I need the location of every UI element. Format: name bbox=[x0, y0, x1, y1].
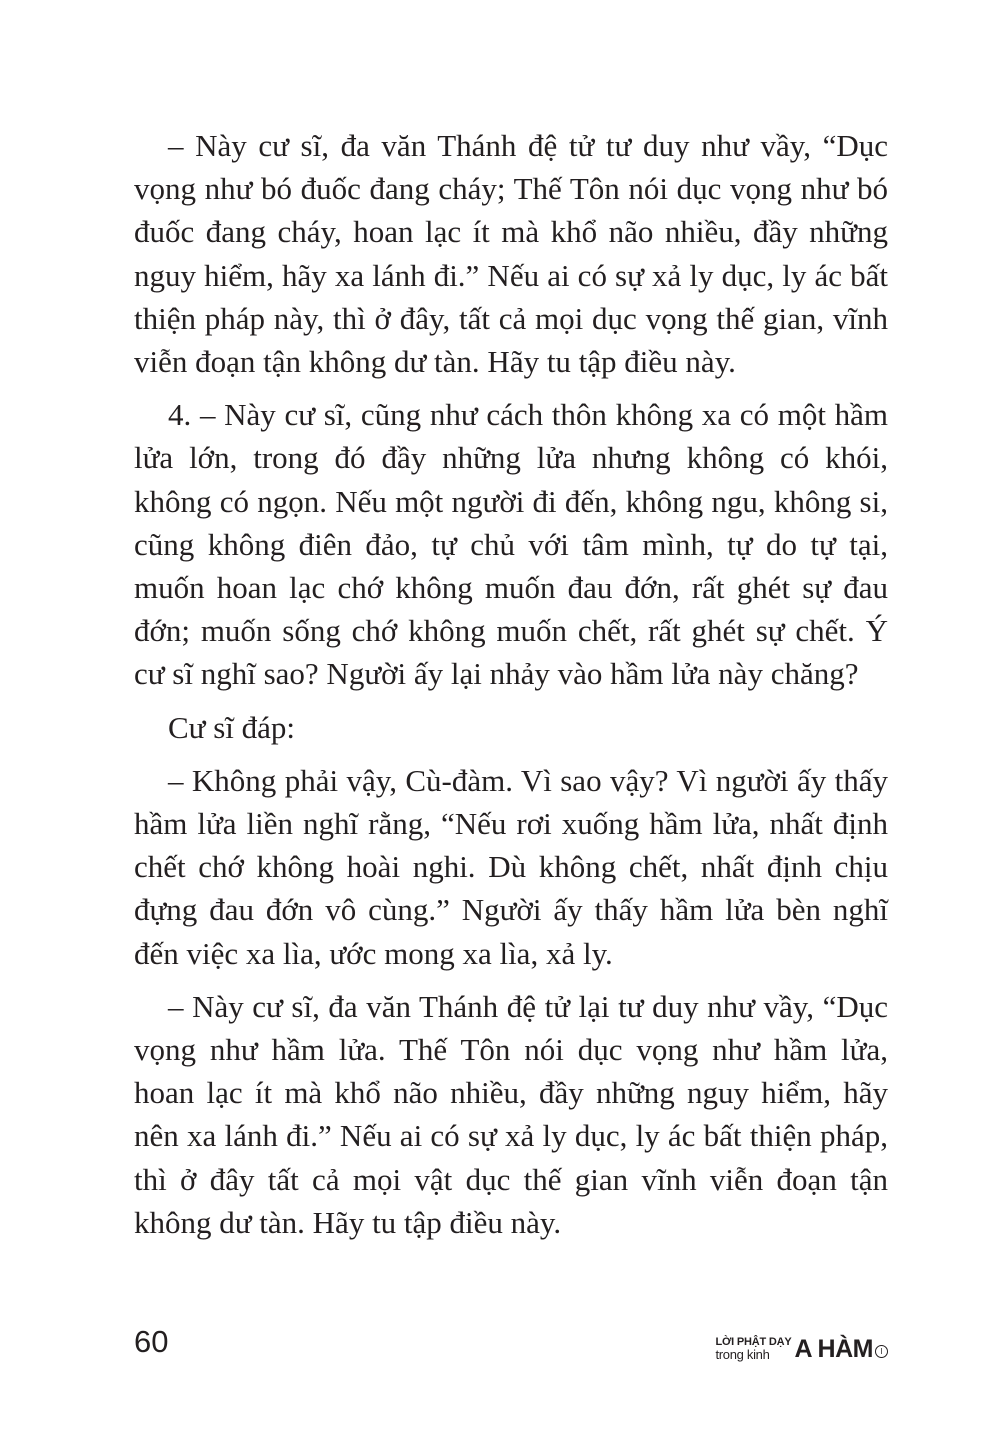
paragraph-1: – Này cư sĩ, đa văn Thánh đệ tử tư duy như vầy, “Dục vọng như bó đuốc đang cháy; Thế Tôn nói dục vọng như bó đuốc đang cháy, hoan lạc ít mà khổ não nhiều, đầy những nguy hiểm, hãy xa lánh đi.” Nếu ai có sự xả ly dục, ly ác bất thiện pháp này, thì ở đây, tất cả mọi dục vọng thế gian, vĩnh viễn đoạn tận không dư tàn. Hãy tu tập điều này. bbox=[134, 128, 888, 380]
page-footer bbox=[134, 1322, 888, 1372]
page-number: 60 bbox=[134, 1324, 169, 1359]
book-title-line2: trong kinh bbox=[715, 1347, 770, 1362]
paragraph-5: – Này cư sĩ, đa văn Thánh đệ tử lại tư duy như vầy, “Dục vọng như hầm lửa. Thế Tôn nói dục vọng như hầm lửa, hoan lạc ít mà khổ não nhiều, đầy những nguy hiểm, hãy nên xa lánh đi.” Nếu ai có sự xả ly dục, ly ác bất thiện pháp, thì ở đây tất cả mọi vật dục thế gian vĩnh viễn đoạn tận không dư tàn. Hãy tu tập điều này. bbox=[134, 988, 888, 1240]
book-title-main: A HÀM bbox=[794, 1335, 873, 1363]
book-title-line1: LỜI PHẬT DẠY bbox=[715, 1336, 792, 1348]
page-body bbox=[134, 124, 888, 1254]
book-title-logo bbox=[715, 1328, 888, 1362]
volume-badge: I bbox=[875, 1345, 888, 1358]
book-title-small bbox=[715, 1336, 791, 1362]
paragraph-2: 4. – Này cư sĩ, cũng như cách thôn không xa có một hầm lửa lớn, trong đó đầy những lửa nhưng không có khói, không có ngọn. Nếu một người đi đến, không ngu, không si, cũng không điên đảo, tự chủ với tâm mình, tự do tự tại, muốn hoan lạc chớ không muốn đau đớn, rất ghét sự đau đớn; muốn sống chớ không muốn chết, rất ghét sự chết. Ý cư sĩ nghĩ sao? Người ấy lại nhảy vào hầm lửa này chăng? bbox=[134, 397, 888, 692]
paragraph-3: Cư sĩ đáp: bbox=[168, 709, 296, 745]
paragraph-4: – Không phải vậy, Cù-đàm. Vì sao vậy? Vì người ấy thấy hầm lửa liền nghĩ rằng, “Nếu rơi xuống hầm lửa, nhất định chết chớ không hoài nghi. Dù không chết, nhất định chịu đựng đau đớn vô cùng.” Người ấy thấy hầm lửa bèn nghĩ đến việc xa lìa, ước mong xa lìa, xả ly. bbox=[134, 762, 888, 971]
